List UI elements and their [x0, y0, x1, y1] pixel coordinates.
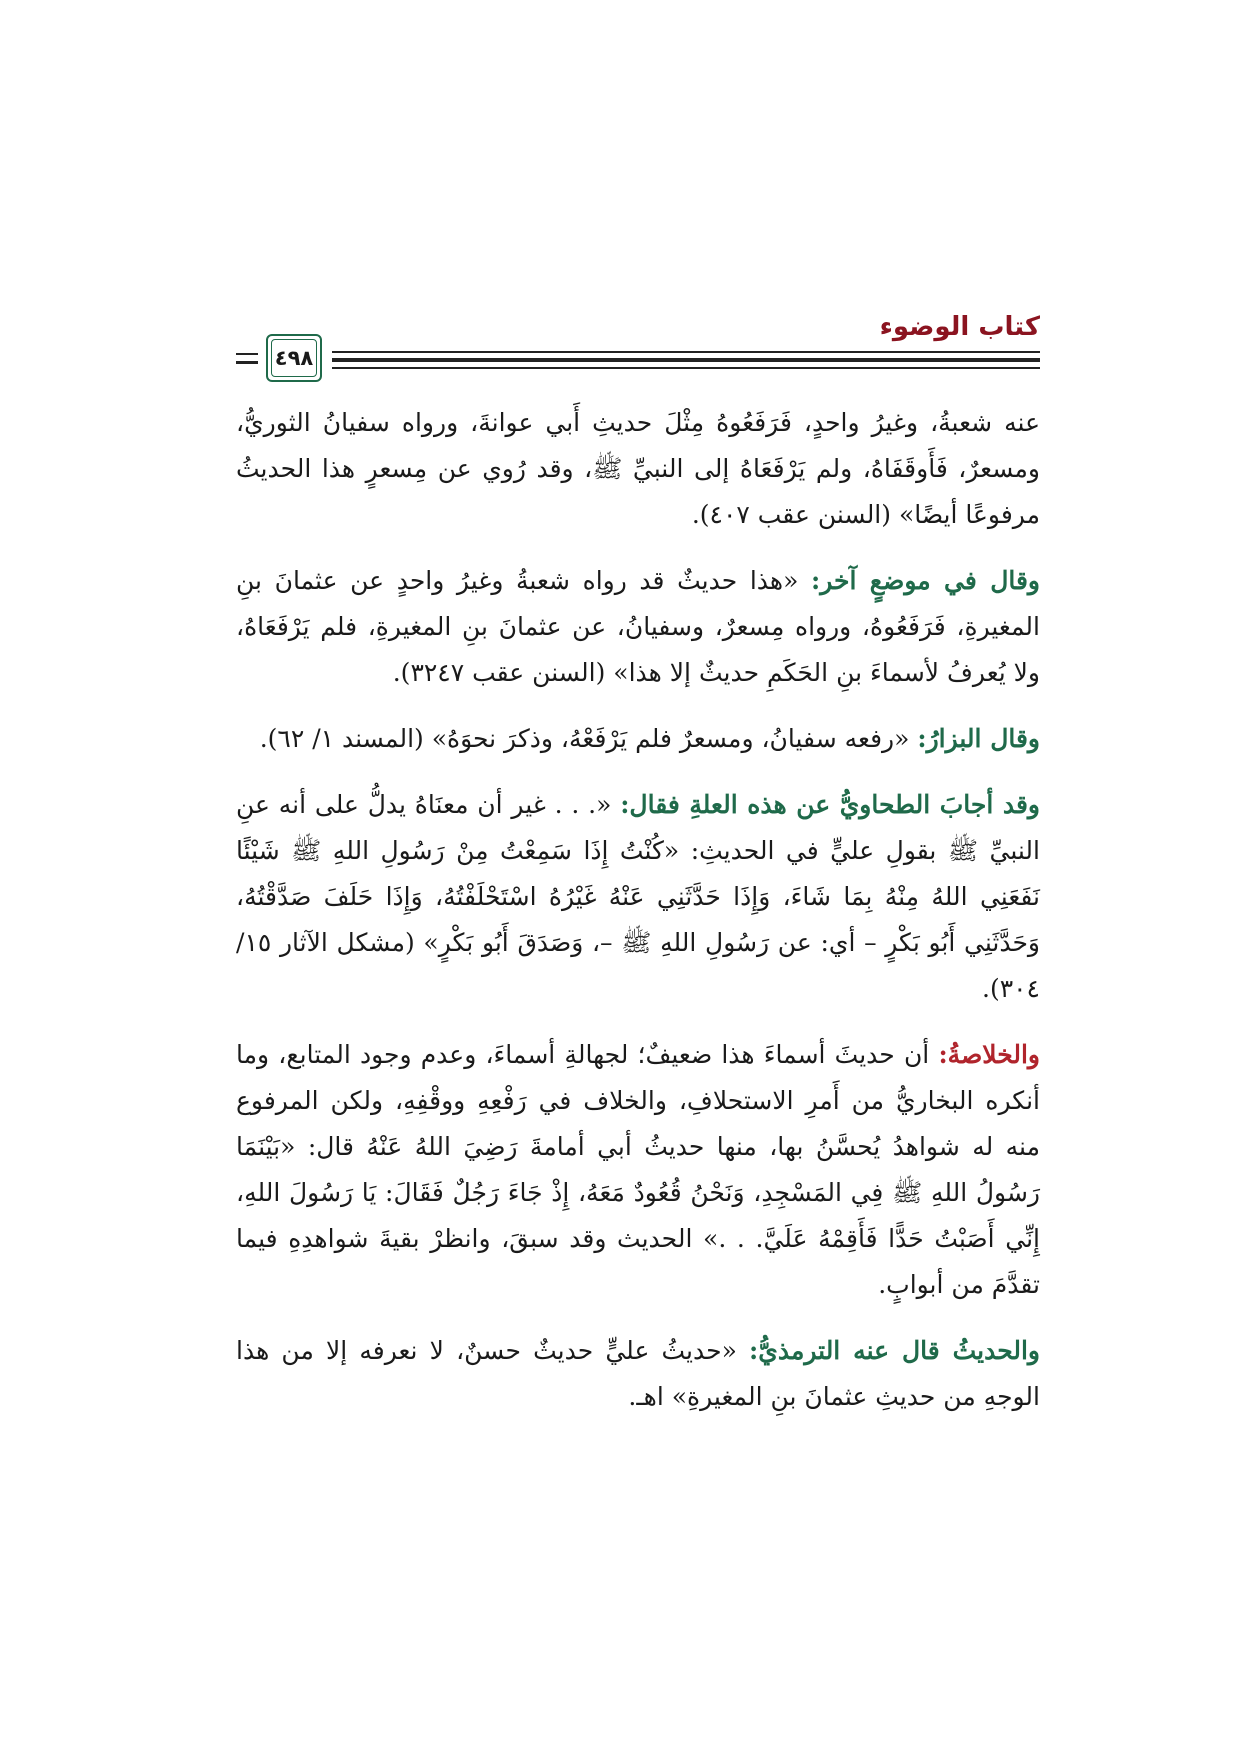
paragraph-lead: والحديثُ قال عنه الترمذيُّ: [749, 1336, 1040, 1365]
header-rule [332, 367, 1040, 369]
book-title: كتاب الوضوء [879, 312, 1040, 342]
paragraph [236, 558, 1040, 696]
paragraph-lead: والخلاصةُ: [938, 1040, 1040, 1069]
paragraph-text: أن حديثَ أسماءَ هذا ضعيفٌ؛ لجهالةِ أسماءَ، وعدم وجود المتابع، وما أنكره البخاريُّ من أَمرِ الاستحلافِ، والخلاف في رَفْعِهِ ووقْفِهِ، ولكن المرفوع منه له شواهدُ يُحسَّنُ بها، منها حديثُ أبي أمامةَ رَضِيَ اللهُ عَنْهُ قال: «بَيْنَمَا رَسُولُ اللهِ ﷺ فِي المَسْجِدِ، وَنَحْنُ قُعُودٌ مَعَهُ، إِذْ جَاءَ رَجُلٌ فَقَالَ: يَا رَسُولَ اللهِ، إِنِّي أَصَبْتُ حَدًّا فَأَقِمْهُ عَلَيَّ. . .» الحديث وقد سبقَ، وانظرْ بقيةَ شواهدِهِ فيما تقدَّمَ من أبوابٍ. [236, 1040, 1040, 1299]
paragraph-text: «حديثُ عليٍّ حديثٌ حسنٌ، لا نعرفه إلا من هذا الوجهِ من حديثِ عثمانَ بنِ المغيرةِ» اهـ. [236, 1336, 1040, 1411]
paragraph [236, 716, 1040, 762]
paragraph [236, 1328, 1040, 1420]
paragraph [236, 1032, 1040, 1308]
paragraph [236, 782, 1040, 1012]
paragraph-text: «. . . غير أن معنَاهُ يدلُّ على أنه عنِ النبيِّ ﷺ بقولِ عليٍّ في الحديثِ: «كُنْتُ إِذَا سَمِعْتُ مِنْ رَسُولِ اللهِ ﷺ شَيْئًا نَفَعَنِي اللهُ مِنْهُ بِمَا شَاءَ، وَإِذَا حَدَّثَنِي عَنْهُ غَيْرُهُ اسْتَحْلَفْتُهُ، وَإِذَا حَلَفَ صَدَّقْتُهُ، وَحَدَّثَنِي أَبُو بَكْرٍ – أي: عن رَسُولِ اللهِ ﷺ –، وَصَدَقَ أَبُو بَكْرٍ» (مشكل الآثار ١٥/ ٣٠٤). [236, 790, 1040, 1003]
page-header [236, 312, 1040, 390]
paragraph [236, 400, 1040, 538]
paragraph-lead: وقال البزارُ: [917, 724, 1040, 753]
paragraph-text: عنه شعبةُ، وغيرُ واحدٍ، فَرَفَعُوهُ مِثْلَ حديثِ أَبي عوانةَ، ورواه سفيانُ الثوريُّ، ومسعرٌ، فَأَوقَفَاهُ، ولم يَرْفَعَاهُ إلى النبيِّ ﷺ، وقد رُوي عن مِسعرٍ هذا الحديثُ مرفوعًا أيضًا» (السنن عقب ٤٠٧). [236, 408, 1040, 529]
paragraph-text: «رفعه سفيانُ، ومسعرٌ فلم يَرْفَعْهُ، وذكرَ نحوَهُ» (المسند ١/ ٦٢). [259, 724, 918, 753]
paragraph-text: «هذا حديثٌ قد رواه شعبةُ وغيرُ واحدٍ عن عثمانَ بنِ المغيرةِ، فَرَفَعُوهُ، ورواه مِسعرٌ، وسفيانُ، عن عثمانَ بنِ المغيرةِ، فلم يَرْفَعَاهُ، ولا يُعرفُ لأسماءَ بنِ الحَكَمِ حديثٌ إلا هذا» (السنن عقب ٣٢٤٧). [236, 566, 1040, 687]
header-rule [236, 361, 258, 364]
paragraph-lead: وقال في موضعٍ آخر: [811, 566, 1040, 595]
header-rule [236, 353, 258, 355]
page-body [236, 400, 1040, 1440]
page-number: ٤٩٨ [274, 346, 314, 370]
header-rule [332, 358, 1040, 362]
page-number-badge [266, 334, 322, 382]
header-rule [332, 351, 1040, 353]
paragraph-lead: وقد أجابَ الطحاويُّ عن هذه العلةِ فقال: [620, 790, 1041, 819]
